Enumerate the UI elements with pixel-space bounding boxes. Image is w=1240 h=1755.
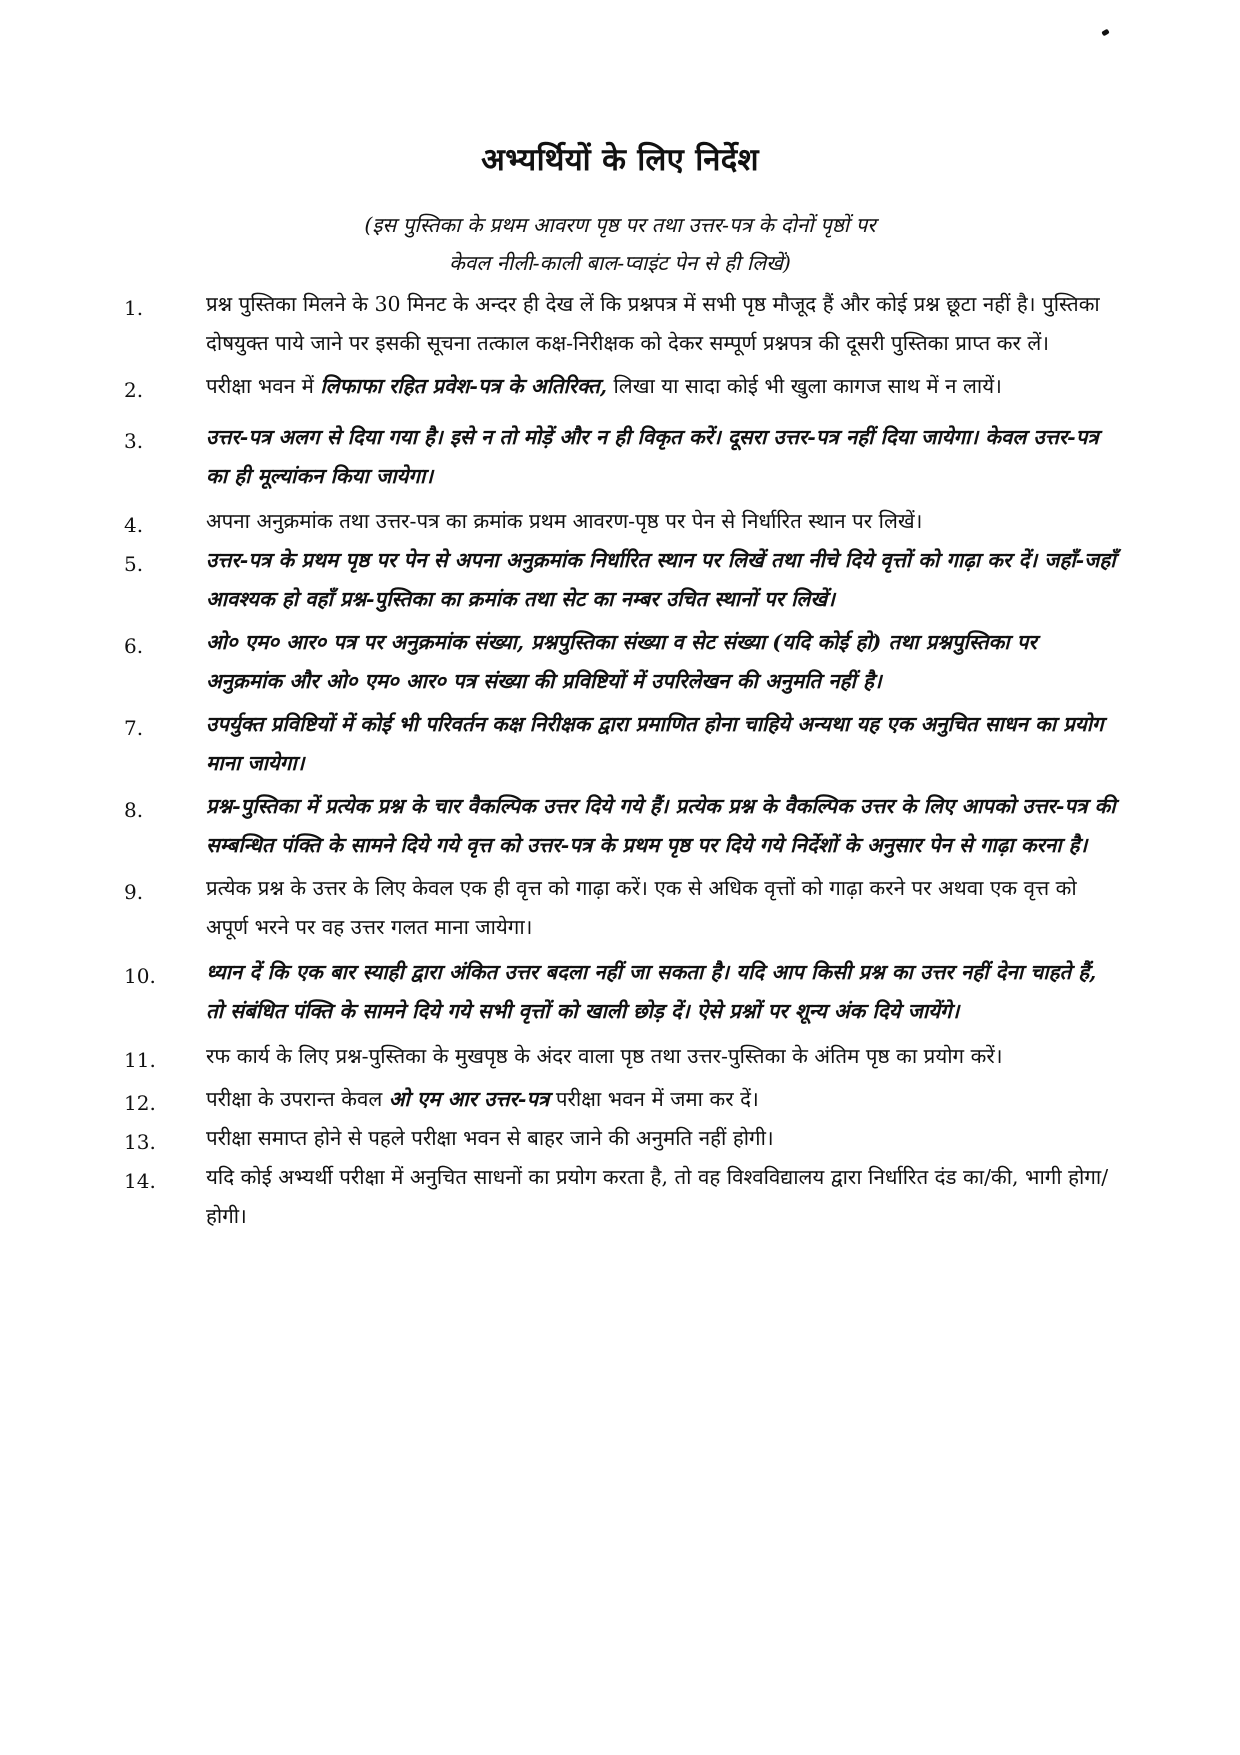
instruction-item-12: [124, 1080, 1116, 1119]
instruction-text: प्रश्न पुस्तिका मिलने के 30 मिनट के अन्दर ही देख लें कि प्रश्नपत्र में सभी पृष्ठ मौजूद हैं और कोई प्रश्न छूटा नहीं है। पुस्तिका दोषयुक्त पाये जाने पर इसकी सूचना तत्काल कक्ष-निरीक्षक को देकर सम्पूर्ण प्रश्नपत्र की दूसरी पुस्तिका प्राप्त कर लें।: [206, 292, 1100, 355]
instruction-item-7: [124, 705, 1116, 783]
instruction-text-plain: परीक्षा भवन में: [206, 374, 321, 398]
instruction-text: अपना अनुक्रमांक तथा उत्तर-पत्र का क्रमांक प्रथम आवरण-पृष्ठ पर पेन से निर्धारित स्थान पर लिखें।: [206, 509, 923, 533]
instruction-item-1: [124, 285, 1116, 363]
instruction-item-3: [124, 418, 1116, 496]
instruction-item-5: [124, 541, 1116, 619]
instruction-text: उत्तर-पत्र अलग से दिया गया है। इसे न तो मोड़ें और न ही विकृत करें। दूसरा उत्तर-पत्र नहीं दिया जायेगा। केवल उत्तर-पत्र का ही मूल्यांकन किया जायेगा।: [206, 425, 1099, 488]
instruction-text-plain: परीक्षा भवन में जमा कर दें।: [549, 1087, 759, 1111]
instruction-item-13: [124, 1119, 1116, 1158]
page-title: अभ्यर्थियों के लिए निर्देश: [481, 142, 759, 178]
instruction-text: [206, 1080, 1116, 1119]
instruction-number: 6.: [124, 634, 144, 658]
instruction-number: 2.: [124, 378, 144, 402]
instruction-text: परीक्षा समाप्त होने से पहले परीक्षा भवन से बाहर जाने की अनुमति नहीं होगी।: [206, 1126, 774, 1150]
instruction-text-plain: परीक्षा के उपरान्त केवल: [206, 1087, 389, 1111]
subtitle-line-2: केवल नीली-काली बाल-प्वाइंट पेन से ही लिखें): [449, 251, 791, 275]
instruction-text: [206, 367, 1116, 406]
instruction-number: 13.: [124, 1130, 156, 1154]
instruction-number: 9.: [124, 880, 144, 904]
instruction-item-6: [124, 623, 1116, 701]
ink-dot-mark: [1101, 29, 1110, 37]
instruction-number: 14.: [124, 1169, 156, 1193]
instruction-number: 4.: [124, 513, 144, 537]
instruction-text: रफ कार्य के लिए प्रश्न-पुस्तिका के मुखपृष्ठ के अंदर वाला पृष्ठ तथा उत्तर-पुस्तिका के अंतिम पृष्ठ का प्रयोग करें।: [206, 1044, 1003, 1068]
instruction-item-14: [124, 1158, 1116, 1236]
instruction-number: 8.: [124, 798, 144, 822]
instruction-text: यदि कोई अभ्यर्थी परीक्षा में अनुचित साधनों का प्रयोग करता है, तो वह विश्वविद्यालय द्वारा निर्धारित दंड का/की, भागी होगा/होगी।: [206, 1165, 1109, 1228]
instruction-text-plain: लिखा या सादा कोई भी खुला कागज साथ में न लायें।: [606, 374, 1002, 398]
instruction-text: प्रश्न-पुस्तिका में प्रत्येक प्रश्न के चार वैकल्पिक उत्तर दिये गये हैं। प्रत्येक प्रश्न के वैकल्पिक उत्तर के लिए आपको उत्तर-पत्र की सम्बन्धित पंक्ति के सामने दिये गये वृत्त को उत्तर-पत्र के प्रथम पृष्ठ पर दिये गये निर्देशों के अनुसार पेन से गाढ़ा करना है।: [206, 794, 1116, 857]
instruction-text: उपर्युक्त प्रविष्टियों में कोई भी परिवर्तन कक्ष निरीक्षक द्वारा प्रमाणित होना चाहिये अन्यथा यह एक अनुचित साधन का प्रयोग माना जायेगा।: [206, 712, 1104, 775]
instruction-text-emphasis: लिफाफा रहित प्रवेश-पत्र के अतिरिक्त,: [320, 374, 607, 398]
instruction-list: [124, 285, 1116, 1236]
instruction-number: 5.: [124, 552, 144, 576]
instruction-item-2: [124, 367, 1116, 406]
instruction-text: ओ० एम० आर० पत्र पर अनुक्रमांक संख्या, प्रश्नपुस्तिका संख्या व सेट संख्या (यदि कोई हो) तथा प्रश्नपुस्तिका पर अनुक्रमांक और ओ० एम० आर० पत्र संख्या की प्रविष्टियों में उपरिलेखन की अनुमति नहीं है।: [206, 630, 1037, 693]
instruction-number: 11.: [124, 1048, 156, 1072]
instruction-number: 3.: [124, 429, 144, 453]
instruction-text-emphasis: ओ एम आर उत्तर-पत्र: [388, 1087, 550, 1111]
instruction-number: 7.: [124, 716, 144, 740]
subtitle-note: [160, 206, 1080, 282]
instruction-item-8: [124, 787, 1116, 865]
instruction-item-10: [124, 953, 1116, 1031]
instruction-item-9: [124, 869, 1116, 947]
instruction-number: 10.: [124, 964, 156, 988]
instruction-number: 12.: [124, 1091, 156, 1115]
instruction-text: ध्यान दें कि एक बार स्याही द्वारा अंकित उत्तर बदला नहीं जा सकता है। यदि आप किसी प्रश्न का उत्तर नहीं देना चाहते हैं, तो संबंधित पंक्ति के सामने दिये गये सभी वृत्तों को खाली छोड़ दें। ऐसे प्रश्नों पर शून्य अंक दिये जायेंगे।: [206, 960, 1097, 1023]
instruction-item-4: [124, 502, 1116, 541]
instruction-number: 1.: [124, 296, 144, 320]
subtitle-line-1: (इस पुस्तिका के प्रथम आवरण पृष्ठ पर तथा उत्तर-पत्र के दोनों पृष्ठों पर: [364, 213, 876, 237]
instruction-item-11: [124, 1037, 1116, 1076]
instruction-text: प्रत्येक प्रश्न के उत्तर के लिए केवल एक ही वृत्त को गाढ़ा करें। एक से अधिक वृत्तों को गाढ़ा करने पर अथवा एक वृत्त को अपूर्ण भरने पर वह उत्तर गलत माना जायेगा।: [206, 876, 1077, 939]
instruction-text: उत्तर-पत्र के प्रथम पृष्ठ पर पेन से अपना अनुक्रमांक निर्धारित स्थान पर लिखें तथा नीचे दिये वृत्तों को गाढ़ा कर दें। जहाँ-जहाँ आवश्यक हो वहाँ प्रश्न-पुस्तिका का क्रमांक तथा सेट का नम्बर उचित स्थानों पर लिखें।: [206, 548, 1116, 611]
